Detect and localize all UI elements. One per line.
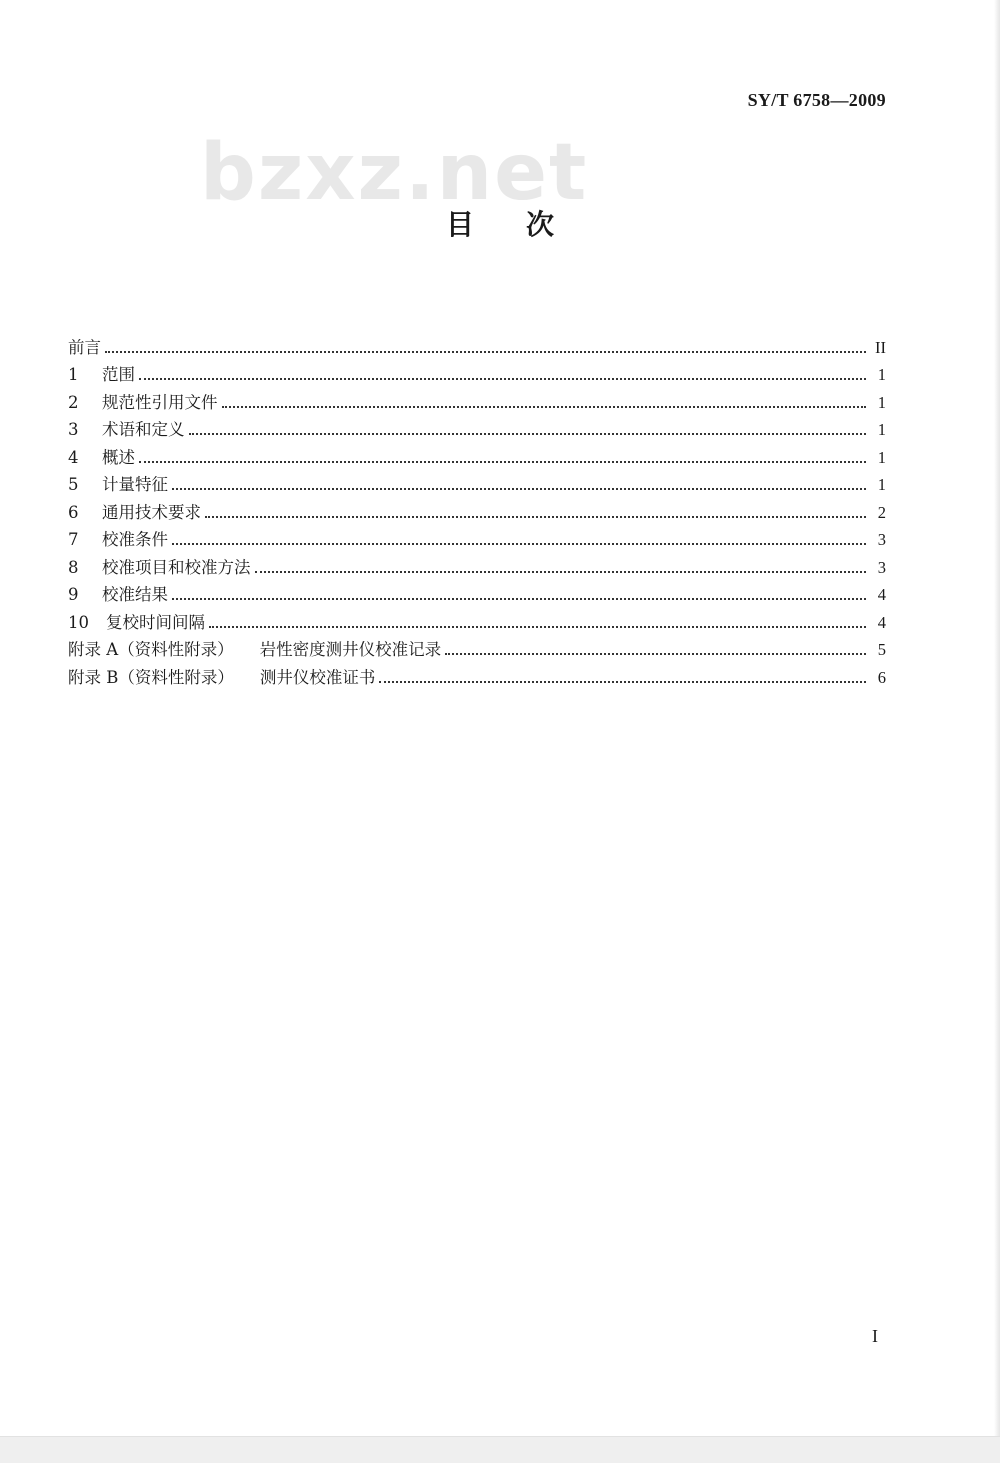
toc-entry-number: 9: [68, 585, 79, 604]
toc-entry-page: 3: [877, 530, 886, 549]
toc-leader: [189, 433, 867, 435]
toc-entry-page: II: [875, 337, 886, 357]
toc-entry-appendix-a[interactable]: [68, 633, 886, 661]
toc-leader: [222, 406, 867, 408]
toc-entry-page: 1: [877, 420, 886, 439]
toc-entry-number: 6: [68, 502, 79, 522]
toc-entry-number: 8: [68, 557, 79, 577]
toc-entry-title: 通用技术要求: [102, 502, 201, 522]
table-of-contents: [68, 330, 886, 688]
toc-entry-appendix-b[interactable]: [68, 660, 886, 688]
toc-entry-title: 范围: [102, 365, 135, 384]
toc-entry-9[interactable]: [68, 578, 886, 606]
toc-entry-page: 1: [877, 392, 886, 412]
toc-entry-1[interactable]: [68, 358, 886, 386]
watermark: bzxz.net: [200, 128, 589, 218]
toc-leader: [139, 461, 866, 463]
toc-entry-title: 附录 A（资料性附录）: [68, 640, 234, 659]
toc-leader: [209, 626, 866, 628]
toc-entry-number: 1: [68, 365, 79, 384]
toc-entry-subtitle: 岩性密度测井仪校准记录: [259, 640, 442, 659]
toc-leader: [105, 351, 866, 353]
standard-code: SY/T 6758—2009: [747, 90, 886, 110]
toc-leader: [172, 598, 866, 600]
toc-entry-number: 7: [68, 530, 79, 549]
toc-entry-title: 术语和定义: [102, 420, 185, 439]
toc-entry-page: 4: [877, 585, 886, 604]
toc-entry-7[interactable]: [68, 523, 886, 551]
toc-entry-5[interactable]: [68, 468, 886, 496]
toc-entry-number: 10: [68, 612, 89, 632]
toc-entry-page: 5: [877, 640, 886, 659]
toc-entry-title: 概述: [102, 447, 135, 467]
toc-leader: [139, 378, 866, 380]
toc-entry-number: 3: [68, 420, 79, 439]
toc-entry-title: 复校时间间隔: [106, 612, 205, 632]
toc-entry-title: 规范性引用文件: [102, 392, 218, 412]
toc-entry-foreword[interactable]: [68, 330, 886, 358]
toc-leader: [172, 543, 866, 545]
toc-entry-page: 1: [877, 365, 886, 384]
toc-leader: [172, 488, 866, 490]
toc-entry-page: 6: [877, 667, 886, 687]
toc-entry-3[interactable]: [68, 413, 886, 441]
toc-leader: [205, 516, 866, 518]
toc-leader: [255, 571, 867, 573]
toc-entry-title: 校准结果: [102, 585, 168, 604]
toc-entry-title: 校准项目和校准方法: [102, 557, 251, 577]
toc-entry-page: 2: [877, 502, 886, 522]
toc-entry-6[interactable]: [68, 495, 886, 523]
toc-entry-page: 1: [877, 447, 886, 467]
page-number: I: [872, 1326, 878, 1346]
toc-entry-2[interactable]: [68, 385, 886, 413]
page-title: 目次: [445, 208, 606, 241]
toc-entry-title: 附录 B（资料性附录）: [68, 667, 234, 687]
toc-entry-title: 计量特征: [102, 475, 168, 494]
toc-entry-4[interactable]: [68, 440, 886, 468]
toc-entry-number: 2: [68, 392, 79, 412]
toc-entry-subtitle: 测井仪校准证书: [259, 667, 376, 687]
toc-entry-page: 4: [877, 612, 886, 632]
toc-entry-title: 校准条件: [102, 530, 168, 549]
toc-entry-page: 1: [877, 475, 886, 494]
toc-entry-number: 5: [68, 475, 79, 494]
toc-entry-10[interactable]: [68, 605, 886, 633]
toc-entry-number: 4: [68, 447, 79, 467]
toc-entry-title: 前言: [68, 337, 101, 357]
toc-leader: [379, 681, 866, 683]
bottom-strip: [0, 1436, 1000, 1463]
toc-entry-8[interactable]: [68, 550, 886, 578]
toc-entry-page: 3: [877, 557, 886, 577]
toc-leader: [445, 653, 866, 655]
